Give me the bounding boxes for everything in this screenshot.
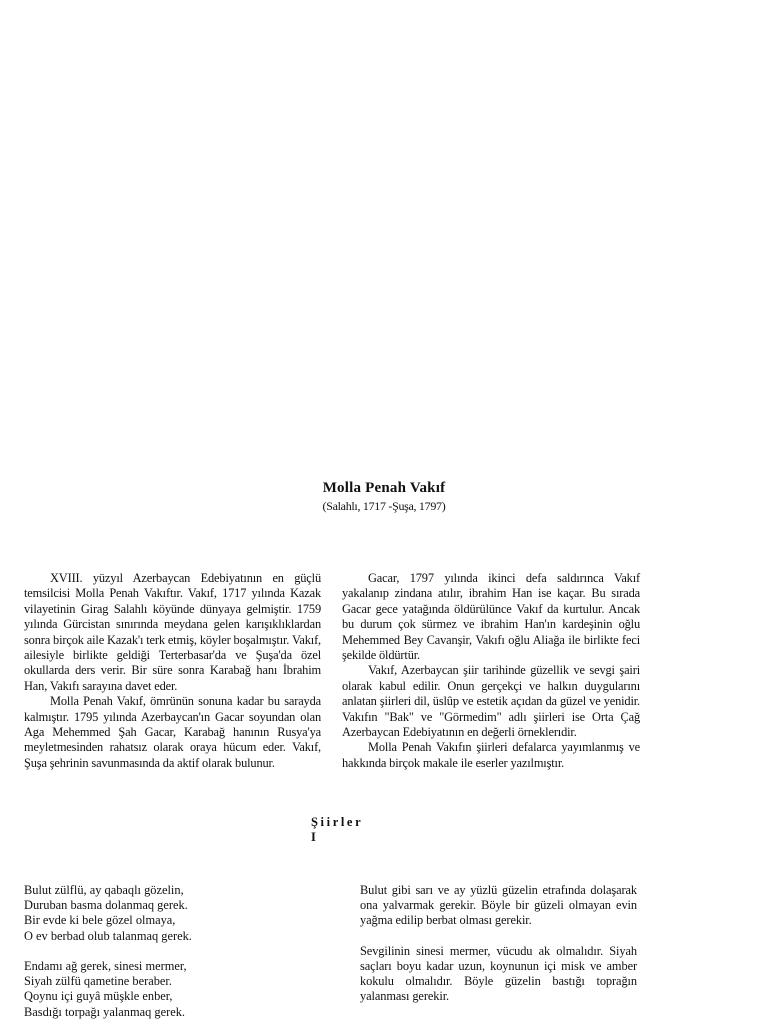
poem-line: Bir evde ki bele gözel olmaya, — [24, 913, 176, 928]
poem-number: I — [311, 830, 316, 844]
stanza — [24, 883, 324, 944]
translation-paragraph: Bulut gibi sarı ve ay yüzlü güzelin etrafında dolaşarak ona yalvarmak gerekir. Böyle bir güzeli olmayan evin yağma edilip berbat olması gerekir. — [360, 883, 637, 928]
poem-line: Duruban basma dolanmaq gerek. — [24, 898, 188, 913]
stanza — [24, 959, 324, 1020]
paragraph: Molla Penah Vakıfın şiirleri defalarca yayımlanmış ve hakkında birçok makale ile eserler yazılmıştır. — [342, 740, 640, 770]
section-heading: Şiirler — [311, 815, 364, 829]
biography-left-column — [24, 571, 321, 771]
poem-line: Basdığı torpağı yalanmaq gerek. — [24, 1004, 186, 1019]
poem-line: O ev berbad olub talanmaq gerek. — [24, 928, 192, 943]
paragraph: XVIII. yüzyıl Azerbaycan Edebiyatının en güçlü temsilcisi Molla Penah Vakıftır. Vakıf, 1717 yılında Kazak vilayetinin Girag Salahlı köyünde dünyaya gelmiştir. 1759 yılında Gürcistan sınırında meydana gelen karışıklıklardan sonra birçok aile Kazak'ı terk etmiş, köyler boşalmıştır. Vakıf, ailesiyle birlikte geldiği Terterbasar'da ve Şuşa'da özel okullarda ders verir. Bir süre sonra Karabağ hanı İbrahim Han, Vakıfı sarayına davet eder. — [24, 571, 321, 693]
poem-line: Endamı ağ gerek, sinesi mermer, — [24, 959, 187, 973]
paragraph: Molla Penah Vakıf, ömrünün sonuna kadar bu sarayda kalmıştır. 1795 yılında Azerbaycan'ın Gacar soyundan olan Aga Mehemmed Şah Gacar, Karabağ hanının Rusya'ya meyletmesinden rahatsız olarak oraya hücum eder. Vakıf, Şuşa şehrinin savunmasında da aktif olarak bulunur. — [24, 694, 321, 770]
page-subtitle: (Salahlı, 1717 -Şuşa, 1797) — [322, 499, 446, 513]
biography-right-column — [342, 571, 640, 771]
page-title: Molla Penah Vakıf — [322, 480, 446, 496]
paragraph: Gacar, 1797 yılında ikinci defa saldırınca Vakıf yakalanıp zindana atılır, ibrahim Han ise kaçar. Bu sırada Gacar gece yatağında öldürülünce Vakıf da kurtulur. Ancak bu durum çok sürmez ve ibrahim Han'ın kardeşinin oğlu Mehemmed Bey Cavanşir, Vakıfı oğlu Aliağa ile birlikte feci şekilde öldürtür. — [342, 571, 640, 663]
poem-line: Siyah zülfü qametine beraber. — [24, 974, 172, 989]
poem-line: Qoynu içi guyâ müşkle enber, — [24, 989, 173, 1004]
poem-original — [24, 883, 324, 1035]
translation-paragraph: Sevgilinin sinesi mermer, vücudu ak olmalıdır. Siyah saçları boyu kadar uzun, koynunun içi misk ve amber kokulu olmalıdır. Böyle güzelin bastığı toprağın yalanması gerekir. — [360, 943, 637, 1004]
poem-line: Bulut zülflü, ay qabaqlı gözelin, — [24, 883, 184, 897]
poem-translation — [360, 883, 637, 1020]
poems-heading — [311, 815, 363, 845]
paragraph: Vakıf, Azerbaycan şiir tarihinde güzellik ve sevgi şairi olarak kabul edilir. Onun gerçekçi ve halkın duygularını anlatan şiirleri dil, üslûp ve estetik açıdan da güzel ve yenidir. Vakıfın "Bak" ve "Görmedim" adlı şiirleri ise Orta Çağ Azerbaycan Edebiyatının en değerli örneklerıdir. — [342, 663, 640, 740]
